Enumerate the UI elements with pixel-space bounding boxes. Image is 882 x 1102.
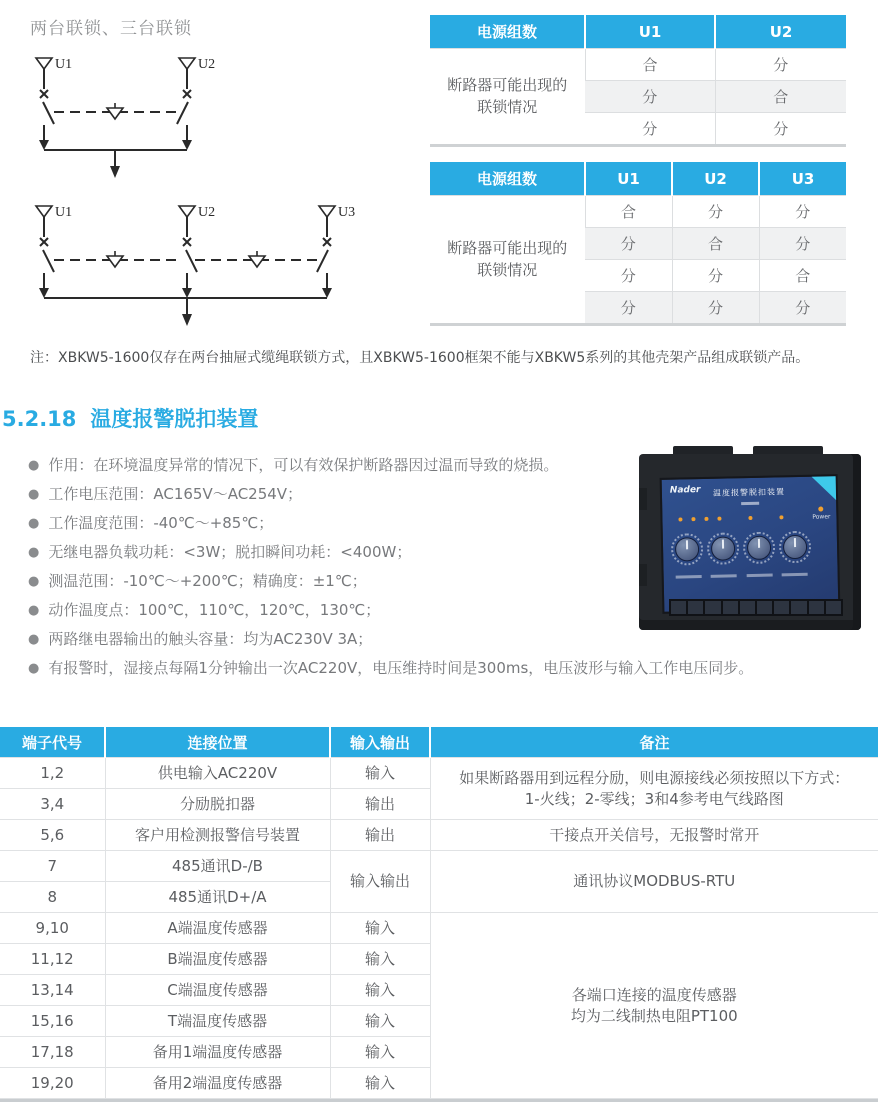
bullet-text: 工作电压范围：AC165V～AC254V； (48, 485, 303, 503)
led-icon (704, 517, 708, 521)
dial-label (782, 573, 808, 577)
col-header-io: 输入输出 (330, 727, 430, 758)
dial-knob (747, 536, 771, 560)
dial-knob (711, 536, 735, 560)
table-cell: 合 (672, 228, 759, 260)
dial-row (675, 535, 807, 562)
col-header-power-groups: 电源组数 (430, 15, 585, 49)
cell-code: 3,4 (0, 789, 105, 820)
row-label-interlock-states: 断路器可能出现的 联锁情况 (430, 49, 585, 145)
device-front-panel (660, 474, 841, 614)
table-cell: 分 (759, 292, 846, 324)
dial-knob (675, 537, 699, 561)
col-header-u3: U3 (759, 162, 846, 196)
interlock-diagrams (22, 46, 367, 346)
device-side-clip (639, 488, 647, 510)
cell-code: 5,6 (0, 820, 105, 851)
cell-position: 客户用检测报警信号装置 (105, 820, 330, 851)
indicator-led-row (678, 515, 783, 521)
cell-code: 9,10 (0, 913, 105, 944)
cell-io: 输入 (330, 944, 430, 975)
cell-io-485: 输入输出 (330, 851, 430, 913)
cell-remark-power-wiring: 如果断路器用到远程分励，则电源接线必须按照以下方式： 1-火线；2-零线；3和4参考电气线路图 (430, 758, 878, 820)
dial-knob (783, 535, 807, 559)
cell-code: 15,16 (0, 1006, 105, 1037)
led-icon (691, 517, 695, 521)
diagram-two-u1-label: U1 (55, 57, 73, 72)
bullet-dot-icon: ● (28, 487, 40, 502)
dial-label (711, 574, 737, 578)
table-row (430, 49, 846, 81)
bullet-dot-icon: ● (28, 661, 40, 676)
cell-code: 13,14 (0, 975, 105, 1006)
col-header-u2: U2 (672, 162, 759, 196)
table-row (0, 851, 878, 882)
bullet-text: 作用：在环境温度异常的情况下，可以有效保护断路器因过温而导致的烧损。 (48, 456, 559, 474)
cell-remark-pt100: 各端口连接的温度传感器 均为二线制热电阻PT100 (430, 913, 878, 1099)
cell-io: 输入 (330, 758, 430, 789)
diagram-two-u2-label: U2 (198, 57, 216, 72)
cell-code: 7 (0, 851, 105, 882)
row-label-interlock-states: 断路器可能出现的 联锁情况 (430, 196, 585, 324)
cell-io: 输入 (330, 1068, 430, 1099)
table-row (0, 758, 878, 789)
cell-position: A端温度传感器 (105, 913, 330, 944)
section-heading (2, 403, 258, 433)
table-cell: 合 (585, 196, 672, 228)
table-cell: 分 (585, 292, 672, 324)
interlock-table-three (430, 162, 846, 326)
col-header-u1: U1 (585, 162, 672, 196)
diagram-three-u1-label: U1 (55, 205, 73, 220)
terminal-strip (669, 599, 843, 616)
bullet-dot-icon: ● (28, 458, 40, 473)
diagram-three-u3-label: U3 (338, 205, 356, 220)
panel-sub-label (741, 502, 759, 505)
table-cell: 合 (715, 81, 846, 113)
power-led-icon (819, 506, 824, 511)
bullet-text: 两路继电器输出的触头容量：均为AC230V 3A； (48, 630, 373, 648)
cell-position: 485通讯D-/B (105, 851, 330, 882)
power-indicator (812, 506, 830, 520)
table-row (430, 196, 846, 228)
bullet-dot-icon: ● (28, 574, 40, 589)
led-icon (678, 517, 682, 521)
interlock-diagram-three (36, 206, 335, 326)
cell-code: 11,12 (0, 944, 105, 975)
table-cell: 合 (585, 49, 715, 81)
table-cell: 分 (585, 228, 672, 260)
led-icon (748, 516, 752, 520)
cell-code: 8 (0, 882, 105, 913)
cell-position: 备用1端温度传感器 (105, 1037, 330, 1068)
bullet-text: 有报警时，湿接点每隔1分钟输出一次AC220V，电压维持时间是300ms，电压波形与输入工作电压同步。 (48, 659, 754, 677)
cell-position: 供电输入AC220V (105, 758, 330, 789)
table-row (0, 913, 878, 944)
col-header-remarks: 备注 (430, 727, 878, 758)
cell-position: C端温度传感器 (105, 975, 330, 1006)
dial-label (746, 574, 772, 578)
cell-position: B端温度传感器 (105, 944, 330, 975)
table-cell: 分 (715, 113, 846, 145)
diagram-title: 两台联锁、三台联锁 (30, 19, 192, 39)
bullet-text: 无继电器负载功耗：<3W；脱扣瞬间功耗：<400W； (48, 543, 412, 561)
section-title: 温度报警脱扣装置 (90, 407, 259, 431)
table-cell: 分 (585, 260, 672, 292)
cell-position: 备用2端温度传感器 (105, 1068, 330, 1099)
cell-io: 输入 (330, 913, 430, 944)
cell-remark-modbus: 通讯协议MODBUS-RTU (430, 851, 878, 913)
cell-io: 输出 (330, 820, 430, 851)
table-cell: 合 (759, 260, 846, 292)
bullet-text: 工作温度范围：-40℃～+85℃； (48, 514, 274, 532)
col-header-connection-position: 连接位置 (105, 727, 330, 758)
cell-code: 17,18 (0, 1037, 105, 1068)
device-side-clip (639, 564, 647, 586)
dial-label-row (676, 573, 808, 579)
col-header-u2: U2 (715, 15, 846, 49)
cell-position: 485通讯D+/A (105, 882, 330, 913)
bullet-text: 动作温度点：100℃，110℃，120℃，130℃； (48, 601, 381, 619)
col-header-terminal-code: 端子代号 (0, 727, 105, 758)
bullet-text: 测温范围：-10℃～+200℃；精确度：±1℃； (48, 572, 367, 590)
device-panel-title: 温度报警脱扣装置 (712, 487, 786, 498)
bullet-item (28, 654, 874, 683)
table-cell: 分 (585, 81, 715, 113)
table-cell: 分 (672, 292, 759, 324)
table-cell: 分 (672, 260, 759, 292)
cell-code: 19,20 (0, 1068, 105, 1099)
device-body (639, 454, 861, 630)
bullet-dot-icon: ● (28, 632, 40, 647)
cell-remark-dry-contact: 干接点开关信号，无报警时常开 (430, 820, 878, 851)
cell-io: 输出 (330, 789, 430, 820)
device-photo (633, 446, 863, 634)
bullet-dot-icon: ● (28, 603, 40, 618)
cell-code: 1,2 (0, 758, 105, 789)
device-brand: Nader (669, 485, 701, 496)
col-header-power-groups: 电源组数 (430, 162, 585, 196)
cell-io: 输入 (330, 1037, 430, 1068)
col-header-u1: U1 (585, 15, 715, 49)
section-number: 5.2.18 (2, 407, 77, 431)
bullet-dot-icon: ● (28, 545, 40, 560)
note-text: 注：XBKW5-1600仅存在两台抽屉式缆绳联锁方式，且XBKW5-1600框架不能与XBKW5系列的其他壳架产品组成联锁产品。 (30, 350, 810, 366)
cell-position: 分励脱扣器 (105, 789, 330, 820)
cell-io: 输入 (330, 975, 430, 1006)
terminal-table (0, 727, 878, 1102)
table-cell: 分 (585, 113, 715, 145)
bullet-dot-icon: ● (28, 516, 40, 531)
table-cell: 分 (759, 196, 846, 228)
led-icon (717, 517, 721, 521)
cell-io: 输入 (330, 1006, 430, 1037)
interlock-table-two (430, 15, 846, 147)
dial-label (676, 575, 702, 579)
led-icon (779, 515, 783, 519)
diagram-three-u2-label: U2 (198, 205, 216, 220)
table-row (0, 820, 878, 851)
table-cell: 分 (715, 49, 846, 81)
table-cell: 分 (672, 196, 759, 228)
interlock-diagram-two (36, 58, 195, 178)
power-label: Power (812, 513, 831, 521)
table-cell: 分 (759, 228, 846, 260)
cell-position: T端温度传感器 (105, 1006, 330, 1037)
